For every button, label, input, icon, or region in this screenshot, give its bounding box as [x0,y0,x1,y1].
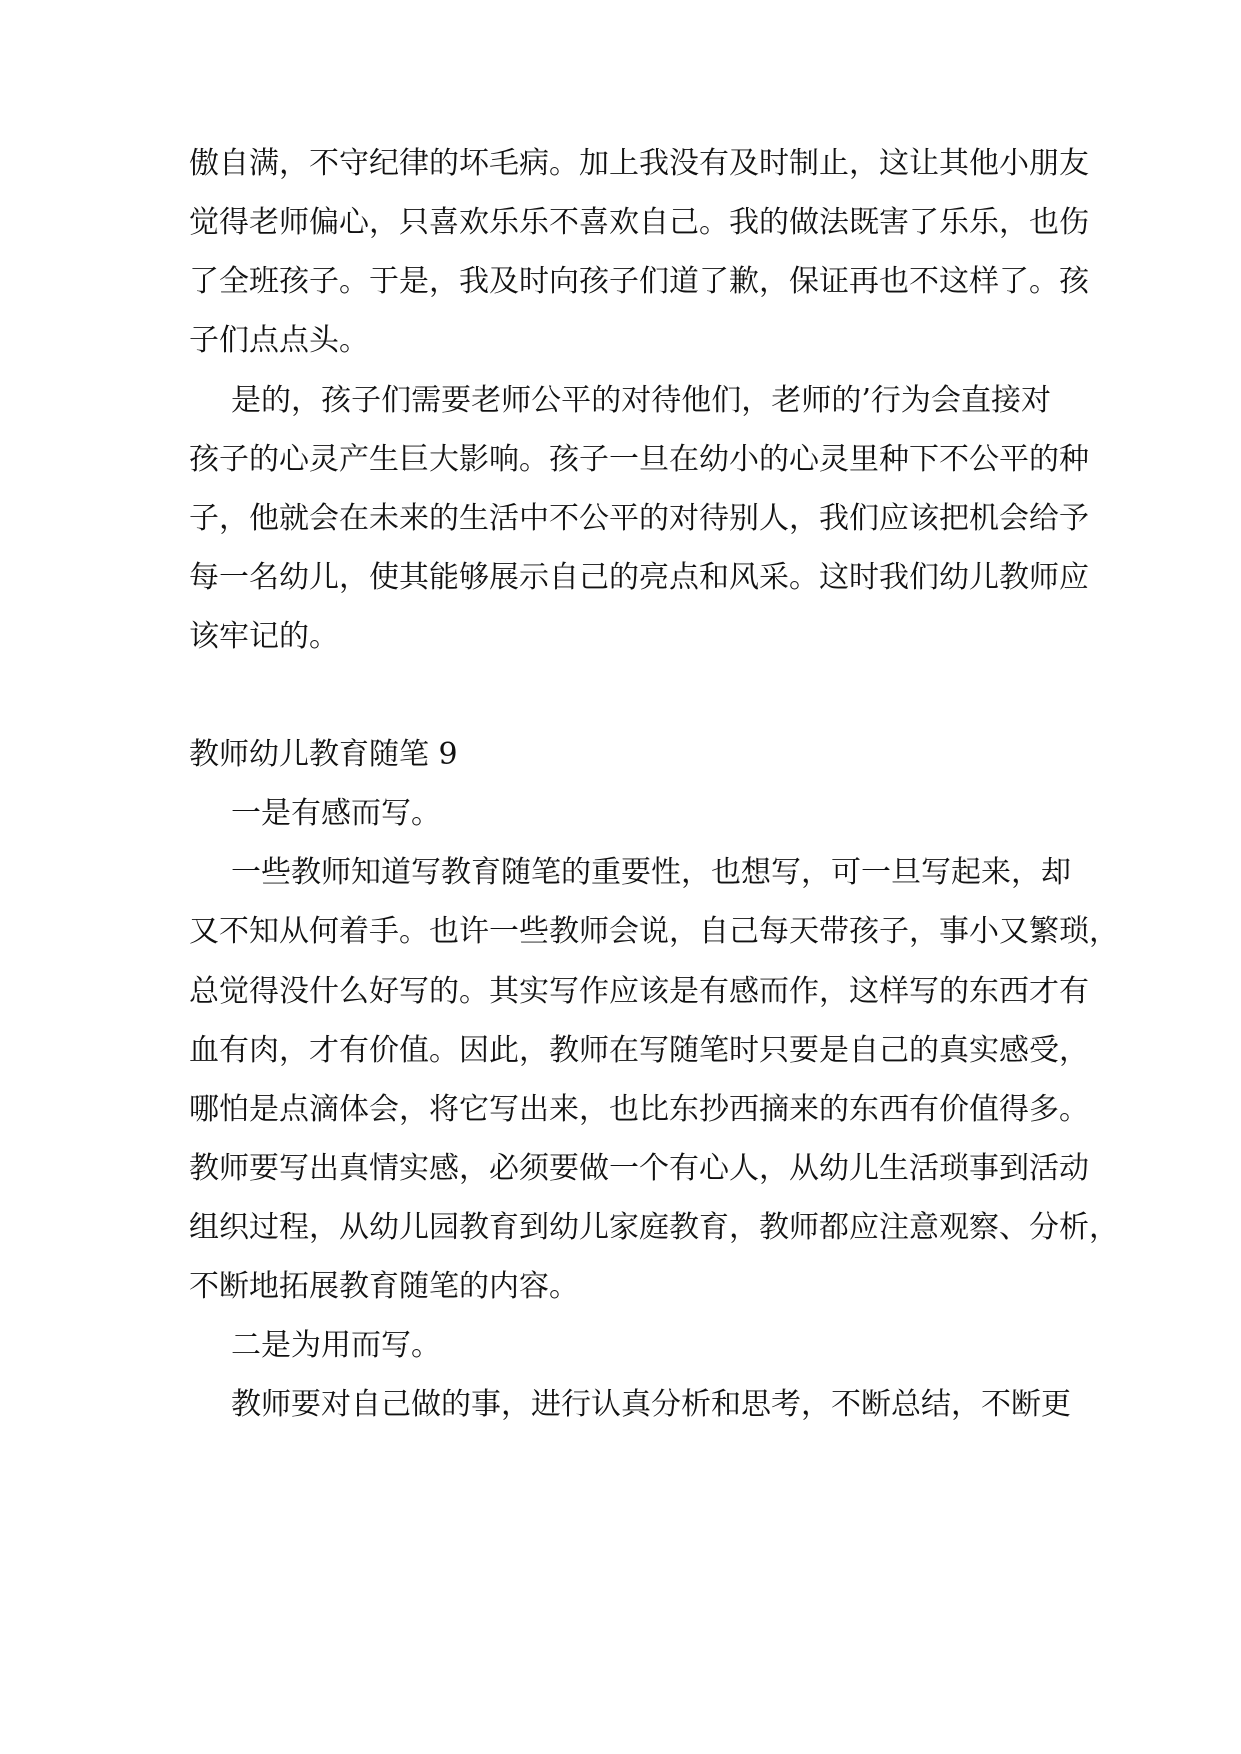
text-line: 该牢记的。 [189,619,339,654]
text-line: 血有肉，才有价值。因此，教师在写随笔时只要是自己的真实感受， [189,1033,1089,1068]
text-line: 孩子的心灵产生巨大影响。孩子一旦在幼小的心灵里种下不公平的种 [189,442,1089,477]
text-line: 子，他就会在未来的生活中不公平的对待别人，我们应该把机会给予 [189,501,1089,536]
text-line: 觉得老师偏心，只喜欢乐乐不喜欢自己。我的做法既害了乐乐，也伤 [189,205,1089,240]
text-line: 是的，孩子们需要老师公平的对待他们，老师的’行为会直接对 [231,383,1051,418]
text-line: 一些教师知道写教育随笔的重要性，也想写，可一旦写起来，却 [231,855,1071,890]
text-line: 教师要写出真情实感，必须要做一个有心人，从幼儿生活琐事到活动 [189,1151,1089,1186]
text-line: 组织过程，从幼儿园教育到幼儿家庭教育，教师都应注意观察、分析， [189,1210,1119,1245]
text-line: 教师要对自己做的事，进行认真分析和思考，不断总结，不断更 [231,1387,1071,1422]
text-line: 子们点点头。 [189,323,369,358]
section-heading: 教师幼儿教育随笔 9 [189,737,458,772]
text-line: 傲自满，不守纪律的坏毛病。加上我没有及时制止，这让其他小朋友 [189,146,1089,181]
text-line: 哪怕是点滴体会，将它写出来，也比东抄西摘来的东西有价值得多。 [189,1092,1089,1127]
text-line: 总觉得没什么好写的。其实写作应该是有感而作，这样写的东西才有 [189,974,1089,1009]
text-line: 一是有感而写。 [231,796,441,831]
text-line: 又不知从何着手。也许一些教师会说，自己每天带孩子，事小又繁琐， [189,914,1119,949]
text-line: 不断地拓展教育随笔的内容。 [189,1269,579,1304]
text-line: 了全班孩子。于是，我及时向孩子们道了歉，保证再也不这样了。孩 [189,264,1089,299]
text-line: 二是为用而写。 [231,1328,441,1363]
text-line: 每一名幼儿，使其能够展示自己的亮点和风采。这时我们幼儿教师应 [189,560,1089,595]
